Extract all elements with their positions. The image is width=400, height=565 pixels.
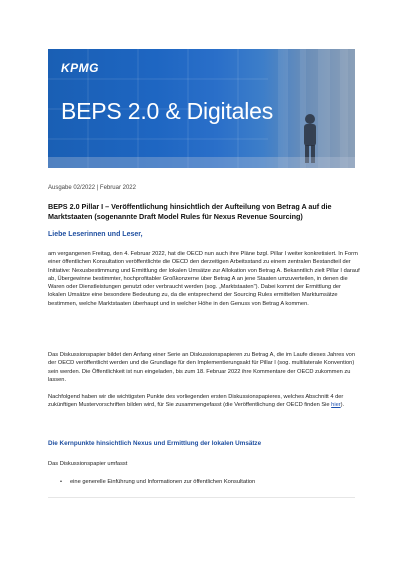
summary-end: ).: [340, 402, 345, 409]
list-item: [60, 479, 255, 485]
salutation: Liebe Leserinnen und Leser,: [48, 231, 143, 238]
section-title: Die Kernpunkte hinsichtlich Nexus und Ermittlung der lokalen Umsätze: [48, 440, 262, 447]
paragraph-discussion-paper: Das Diskussionspapier bildet den Anfang einer Serie an Diskussionspapieren zu Betrag A, die im Laufe dieses Jahres von der OECD veröffentlicht werden und die Grundlage für den Implementierungsakt für Pillar I (sog. multilaterale Konvention) sein werden. Die Öffentlichkeit ist nun eingeladen, bis zum 18. Februar 2022 ihre Kommentare der OECD zukommen zu lassen.: [48, 352, 355, 383]
kpmg-logo: KPMG: [61, 61, 99, 75]
person-silhouette: [304, 114, 316, 163]
header-banner: [48, 49, 355, 168]
paragraph-summary: [48, 393, 360, 410]
article-headline: BEPS 2.0 Pillar I – Veröffentlichung hinsichtlich der Aufteilung von Betrag A auf die Marktstaaten (sogenannte Draft Model Rules für Nexus Revenue Sourcing): [48, 202, 332, 221]
banner-title: BEPS 2.0 & Digitales: [61, 98, 274, 124]
bullet-icon: •: [60, 479, 62, 485]
issue-date: Ausgabe 02/2022 | Februar 2022: [48, 185, 136, 191]
summary-text: Nachfolgend haben wir die wichtigsten Punkte des vorliegenden ersten Diskussionspapieres, welches Abschnitt 4 der zukünftigen Mustervorschriften bilden wird, für Sie zusammengefasst (die Veröffentlichung der OECD finden Sie: [48, 394, 344, 409]
paragraph-intro: am vergangenen Freitag, den 4. Februar 2022, hat die OECD nun auch ihre Pläne bzgl. Pillar I weiter konkretisiert. In Form einer öffentlichen Konsultation veröffentlichte die OECD den derzeitigen Arbeitsstand zu einem zentralen Bestandteil der Initiative: Nexusbestimmung und Ermittlung der lokalen Umsätze zur Allokation von Betrag A. Bekanntlich zielt Pillar I darauf ab, Übergewinne bestimmter, hochprofitabler Großkonzerne über Betrag A an jene Staaten umzuverteilen, in denen die Waren oder Dienstleistungen genutzt oder verbraucht werden (sog. „Marktstaaten"). Dabei kommt der Ermittlung der lokalen Umsätze eine besondere Bedeutung zu, da die entsprechend der Sourcing Rules ermittelten Marktumsätze bestimmen, welche Marktstaaten überhaupt und in welcher Höhe in den Genuss von Betrag A kommen.: [48, 251, 360, 307]
divider: [48, 497, 355, 498]
section-intro: Das Diskussionspapier umfasst: [48, 461, 128, 467]
oecd-publication-link[interactable]: hier: [331, 402, 341, 409]
list-item-text: eine generelle Einführung und Informationen zur öffentlichen Konsultation: [70, 479, 256, 485]
